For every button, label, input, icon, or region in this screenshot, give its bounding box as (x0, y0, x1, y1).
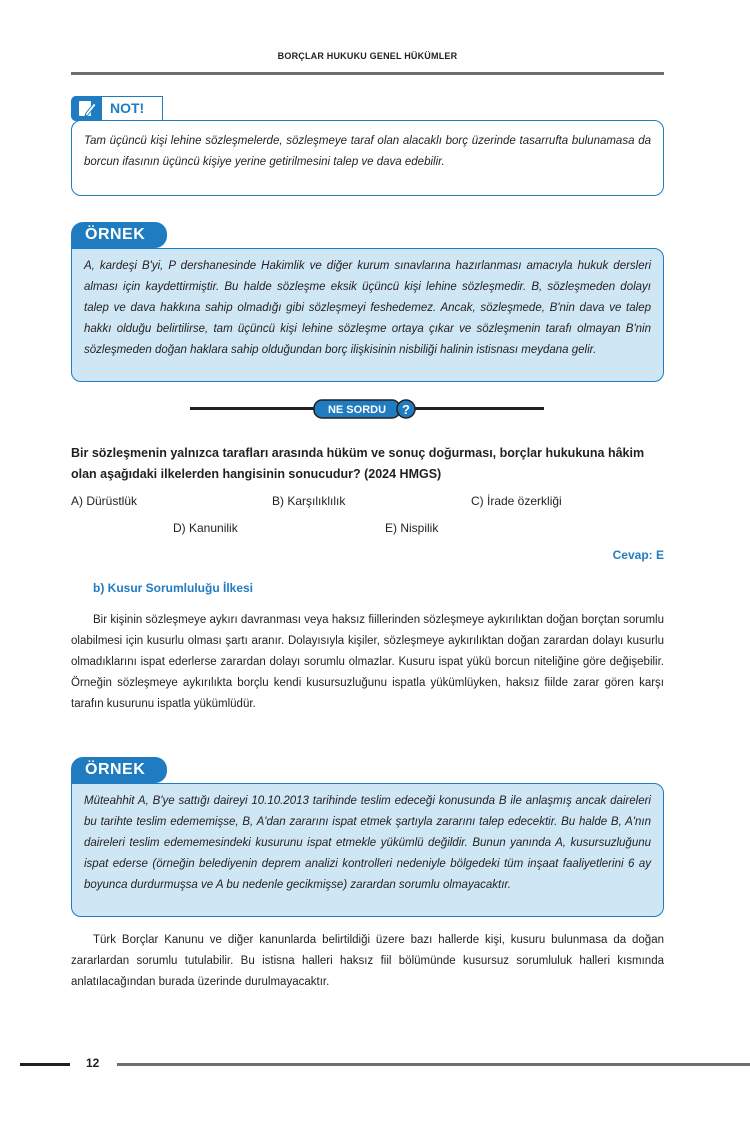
option-d: D) Kanunilik (173, 521, 238, 535)
example-text: Müteahhit A, B'ye sattığı daireyi 10.10.2013 tarihinde teslim edeceği konusunda B ile anlaşmış ancak daireleri bu tarihte teslim edememişse, B, A'dan zararını ispat etmek şartıyla zararını talep edecektir. Bu halde B, A'nın daireleri teslim edememesindeki kusurunu ispat etmekle yükümlü değildir. Bunun yanında A, kusursuzluğunu ispat ederse (örneğin belediyenin deprem analizi kontrolleri nedeniyle bölgedeki tüm inşaat faaliyetlerini 6 ay boyunca durdurmuşsa ve A bu nedenle gecikmişse) zarardan sorumlu olmayacaktır. (84, 795, 651, 891)
running-header: BORÇLAR HUKUKU GENEL HÜKÜMLER (277, 51, 458, 61)
example-text: A, kardeşi B'yi, P dershanesinde Hakimlik ve diğer kurum sınavlarına hazırlanması amacıyla hukuk dersleri alması için kaydettirmiştir. Bu halde sözleşme eksik üçüncü kişi lehine sözleşmedir. B, sözleşmeden dolayı talep ve dava hakkına sahip olmadığı gibi sözleşmeyi feshedemez. Ancak, sözleşmede, B'nin dava ve talep hakkı olduğu belirtilirse, tam üçüncü kişi lehine sözleşme ortaya çıkar ve sözleşmenin tarafı olmayan B'nin sözleşmeden doğan haklara sahip olduğundan borç ilişkisinin nisbiliği halinin istisnası meydana gelir. (84, 260, 651, 356)
option-e: E) Nispilik (385, 521, 439, 535)
note-box (71, 120, 664, 196)
example-box (71, 248, 664, 382)
example-box (71, 783, 664, 917)
note-label (71, 96, 163, 121)
note-pencil-icon (72, 96, 102, 121)
ne-sordu-badge (312, 397, 416, 421)
section-paragraph: Bir kişinin sözleşmeye aykırı davranması veya haksız fiillerinden sözleşmeye aykırılıktan doğan borçtan sorumlu olabilmesi için kusurlu olması şartı aranır. Dolayısıyla kişiler, sözleşmeye aykırılıktan doğan zarardan dolayı kusurlu olmadıklarını ispat ederlerse zarardan dolayı sorumlu olmazlar. Kusuru ispat yükü borcun niteliğine göre değişebilir. Örneğin sözleşmeye aykırılıkta borçlu kendi kusursuzluğunu ispatla yükümlüyken, haksız fiilde zarar gören karşı tarafın kusurunu ispatla yükümlüdür. (71, 614, 664, 710)
header-rule (71, 72, 664, 75)
page-number: 12 (86, 1056, 100, 1070)
banner-label: NE SORDU (327, 404, 387, 416)
note-title: NOT! (110, 100, 145, 116)
answer: Cevap: E (612, 548, 664, 562)
option-c: C) İrade özerkliği (471, 494, 562, 508)
option-b: B) Karşılıklılık (272, 494, 346, 508)
option-a: A) Dürüstlük (71, 494, 138, 508)
question-text: Bir sözleşmenin yalnızca tarafları arasında hüküm ve sonuç doğurması, borçlar hukukuna hâkim olan aşağıdaki ilkelerden hangisinin sonucudur? (2024 HMGS) (71, 446, 645, 481)
banner-rule-left (190, 407, 314, 410)
example-tab: ÖRNEK (71, 222, 167, 248)
closing-paragraph: Türk Borçlar Kanunu ve diğer kanunlarda belirtildiği üzere bazı hallerde kişi, kusuru bulunmasa da doğan zararlardan sorumlu tutulabilir. Bu istisna halleri haksız fiil bölümünde kusursuz sorumluluk halleri kısmında anlatılacağından burada üzerinde durulmayacaktır. (71, 934, 664, 988)
banner-rule-right (414, 407, 544, 410)
svg-text:?: ? (402, 402, 410, 417)
note-text: Tam üçüncü kişi lehine sözleşmelerde, sözleşmeye taraf olan alacaklı borç üzerinde tasarrufta bulunamasa da borcun ifasının üçüncü kişiye yerine getirilmesini talep ve dava edebilir. (84, 135, 651, 168)
footer-rule-left (20, 1063, 70, 1066)
example-tab: ÖRNEK (71, 757, 167, 783)
section-heading: b) Kusur Sorumluluğu İlkesi (93, 581, 254, 595)
footer-rule-right (117, 1063, 750, 1066)
